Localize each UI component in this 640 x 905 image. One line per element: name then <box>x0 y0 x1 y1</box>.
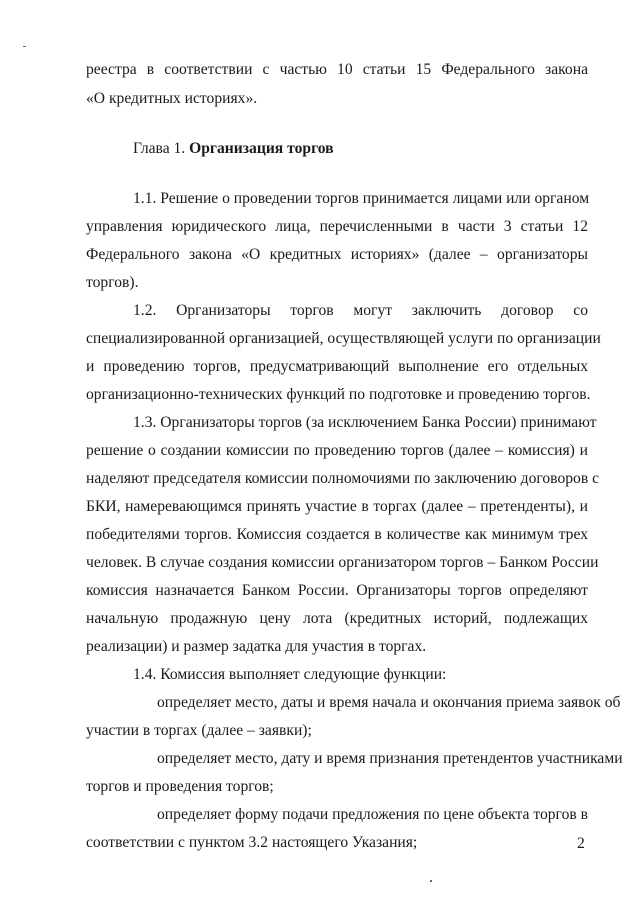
text-line: решение о создании комиссии по проведению торгов (далее – комиссия) и <box>86 442 588 459</box>
text-line: торгов). <box>86 274 139 291</box>
text-line: соответствии с пунктом 3.2 настоящего Указания; <box>86 834 418 851</box>
text-line: 1.4. Комиссия выполняет следующие функции: <box>133 666 447 683</box>
page-number: 2 <box>577 835 585 852</box>
scan-speck <box>23 46 26 47</box>
scan-speck <box>430 880 432 882</box>
text-line: организационно-технических функций по подготовке и проведению торгов. <box>86 386 591 403</box>
text-line: начальную продажную цену лота (кредитных историй, подлежащих <box>86 610 588 627</box>
text-line: «О кредитных историях». <box>86 90 258 107</box>
text-line: и проведению торгов, предусматривающий выполнение его отдельных <box>86 358 588 375</box>
text-line: человек. В случае создания комиссии организатором торгов – Банком России <box>86 554 599 571</box>
text-line: комиссия назначается Банком России. Организаторы торгов определяют <box>86 582 588 599</box>
text-line: БКИ, намеревающимся принять участие в торгах (далее – претенденты), и <box>86 498 588 515</box>
text-line: 1.1. Решение о проведении торгов принимается лицами или органом <box>133 190 590 207</box>
chapter-title: Организация торгов <box>189 140 334 157</box>
chapter-heading <box>133 139 334 159</box>
text-line: реестра в соответствии с частью 10 статьи 15 Федерального закона <box>86 61 588 78</box>
text-line: победителями торгов. Комиссия создается в количестве как минимум трех <box>86 526 588 543</box>
text-line: реализации) и размер задатка для участия в торгах. <box>86 638 427 655</box>
text-line: участии в торгах (далее – заявки); <box>86 722 312 739</box>
text-line: торгов и проведения торгов; <box>86 778 274 795</box>
text-line: определяет место, дату и время признания претендентов участниками <box>157 750 623 767</box>
text-line: 1.3. Организаторы торгов (за исключением Банка России) принимают <box>133 414 597 431</box>
text-line: 1.2. Организаторы торгов могут заключить договор со <box>133 302 588 319</box>
text-line: определяет форму подачи предложения по цене объекта торгов в <box>157 806 588 823</box>
chapter-prefix: Глава 1. <box>133 140 186 157</box>
text-line: определяет место, даты и время начала и окончания приема заявок об <box>157 694 621 711</box>
text-line: специализированной организацией, осуществляющей услуги по организации <box>86 330 601 347</box>
text-line: наделяют председателя комиссии полномочиями по заключению договоров с <box>86 470 600 487</box>
text-line: управления юридического лица, перечисленными в части 3 статьи 12 <box>86 218 588 235</box>
text-line: Федерального закона «О кредитных историях» (далее – организаторы <box>86 246 588 263</box>
